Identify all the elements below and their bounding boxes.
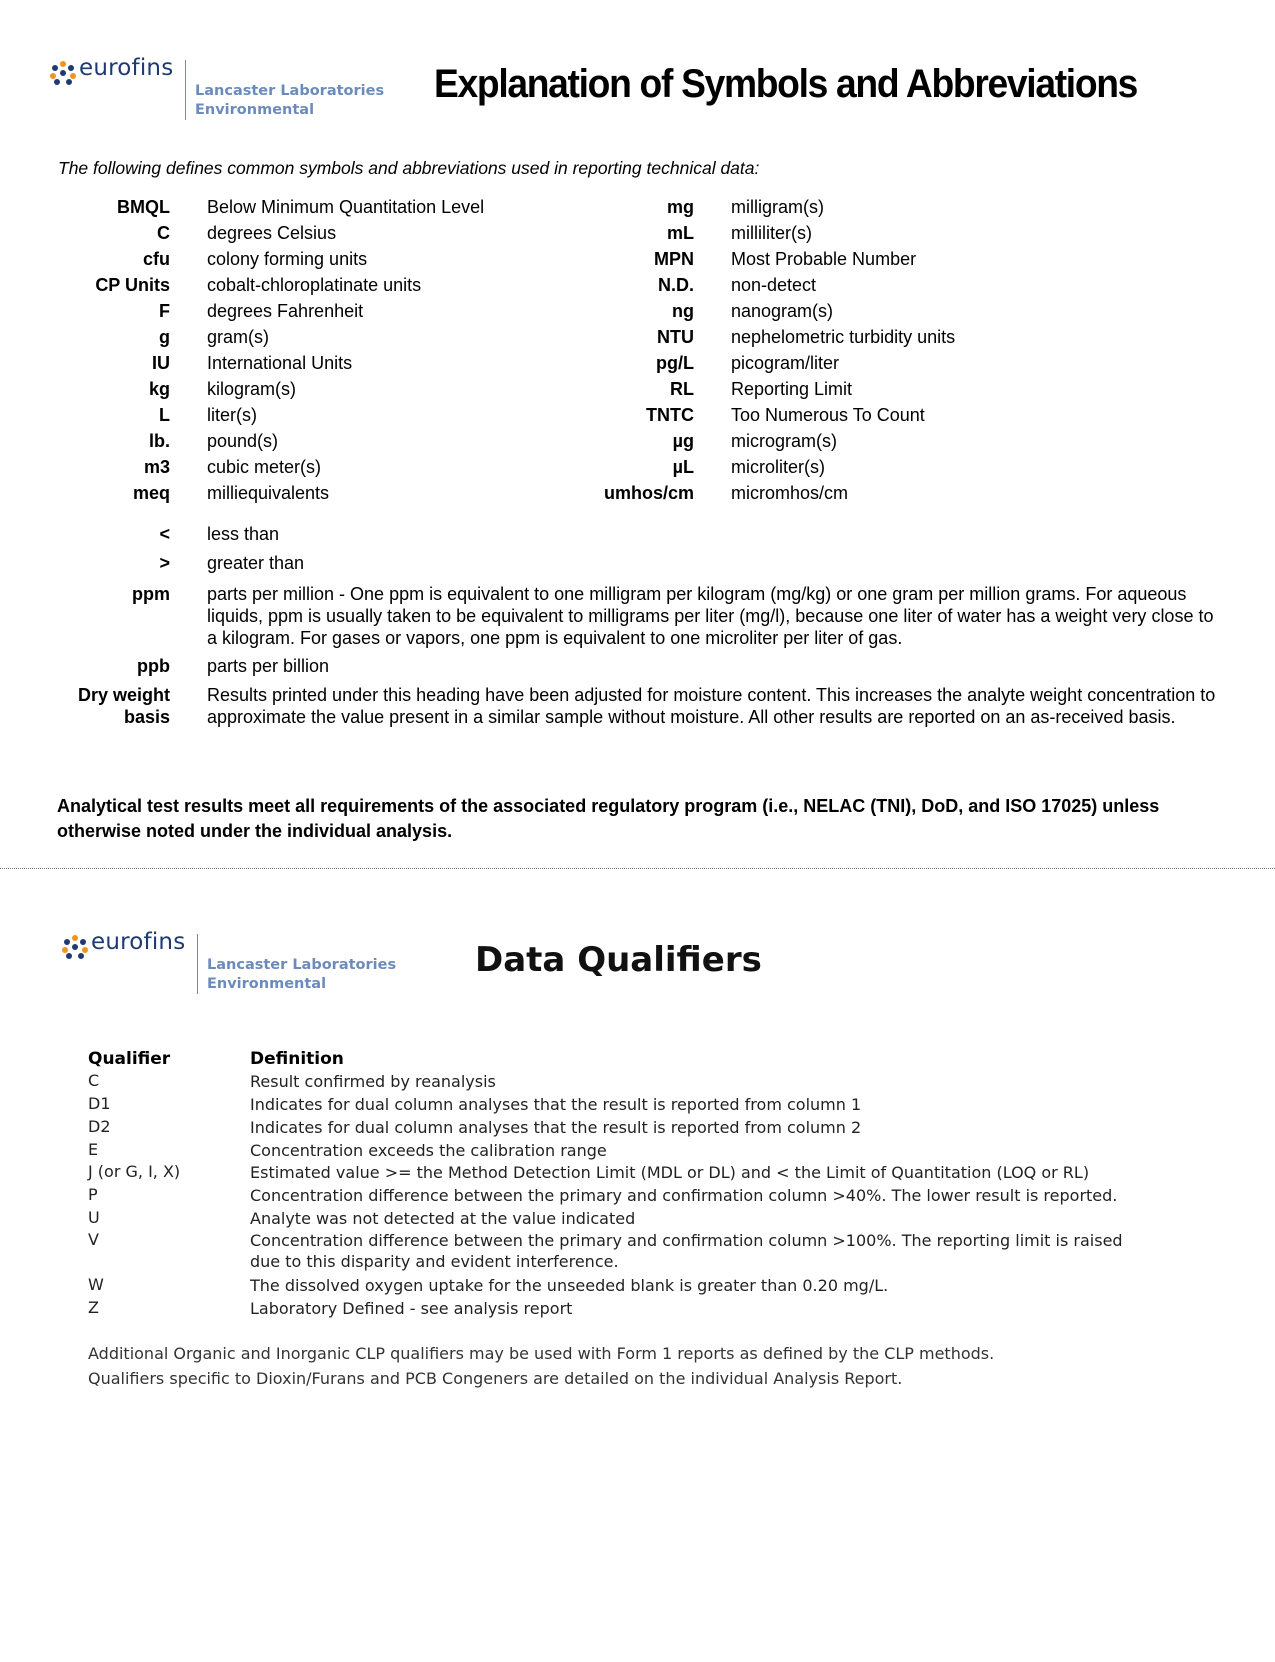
qualifier-definition: Estimated value >= the Method Detection Limit (MDL or DL) and < the Limit of Quantitation (LOQ or RL): [250, 1163, 1090, 1182]
abbreviation-definition: Below Minimum Quantitation Level: [207, 197, 485, 217]
logo-subtitle: [195, 82, 384, 120]
abbreviation-definition: degrees Celsius: [207, 223, 337, 243]
abbreviation-definition: milligram(s): [731, 197, 824, 217]
symbol-definition: Results printed under this heading have been adjusted for moisture content. This increases the analyte weight concentration to approximate the value present in a similar sample without moisture. All other results are reported on an as-received basis.: [207, 685, 1216, 727]
symbol: ppm: [132, 584, 170, 604]
qualifier-code: E: [88, 1140, 99, 1159]
qualifier-code: C: [88, 1071, 100, 1090]
qualifier-definition: Concentration difference between the primary and confirmation column >100%. The reporting limit is raised due to this disparity and evident interference.: [250, 1231, 1123, 1271]
abbreviation-definition: cubic meter(s): [207, 457, 322, 477]
abbreviation-definition: pound(s): [207, 431, 279, 451]
qualifier-code: U: [88, 1208, 100, 1227]
page-title-symbols: Explanation of Symbols and Abbreviations: [434, 62, 1138, 106]
abbreviation: C: [157, 223, 170, 243]
logo-brand: eurofins: [79, 55, 174, 81]
abbreviation: umhos/cm: [603, 483, 694, 503]
qualifier-definition: Laboratory Defined - see analysis report: [250, 1299, 573, 1318]
abbreviation-definition: milliliter(s): [731, 223, 812, 243]
abbreviation-definition: cobalt-chloroplatinate units: [207, 275, 422, 295]
abbreviation-definition: nephelometric turbidity units: [731, 327, 956, 347]
logo-line2: Environmental: [195, 102, 315, 118]
logo-divider: [197, 934, 198, 994]
symbol-definition: greater than: [207, 553, 305, 573]
abbreviation: cfu: [143, 249, 170, 269]
logo-divider: [185, 60, 186, 120]
abbreviation: TNTC: [646, 405, 694, 425]
qualifier-definition: Concentration exceeds the calibration range: [250, 1141, 607, 1160]
abbreviation: F: [159, 301, 170, 321]
abbreviation: MPN: [654, 249, 694, 269]
symbol-definition: parts per million - One ppm is equivalent to one milligram per kilogram (mg/kg) or one gram per million grams. For aqueous liquids, ppm is usually taken to be equivalent to milligrams per liter (mg/l), because one liter of water has a weight very close to a kilogram. For gases or vapors, one ppm is equivalent to one microliter per liter of gas.: [207, 584, 1214, 648]
qualifier-code: Z: [88, 1298, 99, 1317]
qualifier-definition: Indicates for dual column analyses that the result is reported from column 2: [250, 1118, 862, 1137]
abbreviation: IU: [152, 353, 170, 373]
abbreviation-definition: microgram(s): [731, 431, 837, 451]
abbreviation-definition: nanogram(s): [731, 301, 834, 321]
abbreviation: µg: [672, 431, 694, 451]
qualifier-definition: Analyte was not detected at the value indicated: [250, 1209, 636, 1228]
qualifier-code: D2: [88, 1117, 111, 1136]
abbreviation-definition: microliter(s): [731, 457, 825, 477]
eurofins-dots-icon: [62, 935, 88, 961]
logo-line2: Environmental: [207, 976, 327, 992]
logo-line1: Lancaster Laboratories: [207, 957, 397, 973]
abbreviation-definition: Reporting Limit: [731, 379, 853, 399]
abbreviation: NTU: [657, 327, 694, 347]
qualifier-code: J (or G, I, X): [88, 1162, 181, 1181]
qualifier-definition: Result confirmed by reanalysis: [250, 1072, 496, 1091]
abbreviation-definition: micromhos/cm: [731, 483, 849, 503]
symbol: ppb: [137, 656, 170, 676]
qualifier-code: P: [88, 1185, 98, 1204]
logo-line1: Lancaster Laboratories: [195, 83, 385, 99]
abbreviation: mg: [667, 197, 694, 217]
qualifier-definition: The dissolved oxygen uptake for the unseeded blank is greater than 0.20 mg/L.: [250, 1276, 889, 1295]
abbreviation-definition: colony forming units: [207, 249, 368, 269]
abbreviation-definition: milliequivalents: [207, 483, 330, 503]
abbreviation-definition: International Units: [207, 353, 353, 373]
symbol-definition: parts per billion: [207, 656, 330, 676]
abbreviation: g: [159, 327, 170, 347]
qualifier-column-header: Qualifier: [88, 1049, 171, 1069]
abbreviation-definition: Most Probable Number: [731, 249, 917, 269]
symbol-definition: less than: [207, 524, 280, 544]
footnote-dioxin: Qualifiers specific to Dioxin/Furans and PCB Congeners are detailed on the individual Analysis Report.: [88, 1369, 903, 1388]
symbol: >: [159, 553, 170, 573]
abbreviation: kg: [148, 379, 170, 399]
symbol: Dry weight basis: [77, 685, 170, 727]
abbreviation-definition: non-detect: [731, 275, 817, 295]
qualifier-code: W: [88, 1275, 104, 1294]
qualifier-definition: Concentration difference between the primary and confirmation column >40%. The lower result is reported.: [250, 1186, 1118, 1205]
abbreviation: µL: [672, 457, 694, 477]
qualifier-definition: Indicates for dual column analyses that the result is reported from column 1: [250, 1095, 862, 1114]
abbreviation: meq: [132, 483, 170, 503]
definition-column-header: Definition: [250, 1049, 344, 1069]
abbreviation: m3: [143, 457, 170, 477]
abbreviation-definition: gram(s): [207, 327, 269, 347]
abbreviation: CP Units: [95, 275, 170, 295]
abbreviation: L: [159, 405, 170, 425]
eurofins-logo-top: [50, 55, 385, 128]
abbreviation-definition: Too Numerous To Count: [731, 405, 925, 425]
abbreviation: mL: [667, 223, 694, 243]
abbreviation-definition: liter(s): [207, 405, 257, 425]
intro-text: The following defines common symbols and abbreviations used in reporting technical data:: [58, 158, 760, 178]
symbol: <: [159, 524, 170, 544]
page-divider: [0, 868, 1275, 869]
abbreviation: pg/L: [656, 353, 694, 373]
abbreviation: RL: [670, 379, 694, 399]
abbreviation: ng: [672, 301, 694, 321]
logo-brand: eurofins: [91, 929, 186, 955]
qualifier-code: V: [88, 1230, 99, 1249]
abbreviation-definition: degrees Fahrenheit: [207, 301, 364, 321]
eurofins-dots-icon: [50, 61, 76, 87]
abbreviation-definition: picogram/liter: [731, 353, 840, 373]
abbreviation: BMQL: [117, 197, 170, 217]
regulatory-note: Analytical test results meet all requirements of the associated regulatory program (i.e., NELAC (TNI), DoD, and ISO 17025) unless otherwise noted under the individual analysis.: [57, 796, 1160, 841]
footnote-clp: Additional Organic and Inorganic CLP qualifiers may be used with Form 1 reports as defined by the CLP methods.: [88, 1344, 995, 1363]
abbreviation: lb.: [149, 431, 170, 451]
logo-subtitle: [207, 956, 396, 994]
abbreviation: N.D.: [658, 275, 694, 295]
abbreviation-definition: kilogram(s): [207, 379, 297, 399]
qualifier-code: D1: [88, 1094, 111, 1113]
eurofins-logo-bottom: [62, 929, 397, 1002]
page-title-qualifiers: Data Qualifiers: [475, 940, 762, 980]
